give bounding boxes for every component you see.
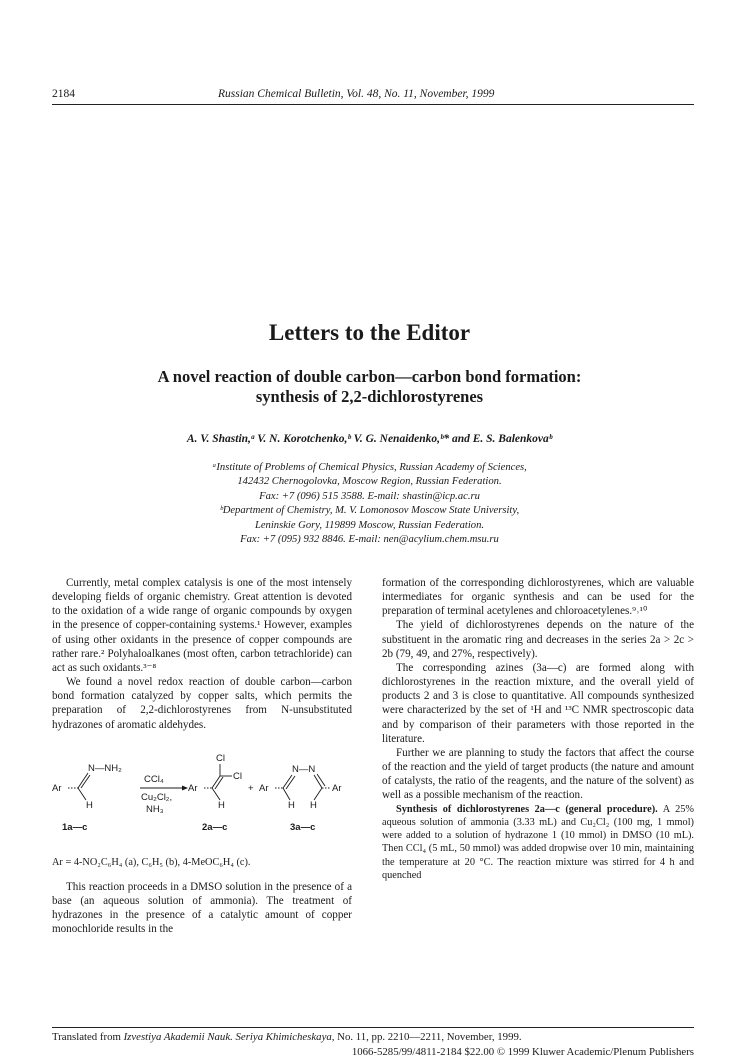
paragraph: formation of the corresponding dichlorostyrenes, which are valuable intermediates for organic synthesis and can be used for the preparation of terminal acetylenes and chloroacetylenes.⁹˒¹⁰ <box>382 577 694 618</box>
plus-sign: + <box>248 782 254 794</box>
paragraph: Further we are planning to study the factors that affect the course of the reaction and the yield of target products (the nature and amount of catalysts, the ratio of the reagents, and the nature of the solvent) as well as a possible mechanism of the reaction. <box>382 746 694 802</box>
ar-label: Ar <box>188 782 198 794</box>
reaction-scheme <box>52 742 352 854</box>
paragraph: This reaction proceeds in a DMSO solution in the presence of a base (an aqueous solution of ammonia). The treatment of hydrazones in the presence of a catalytic amount of copper monochloride results in the <box>52 880 352 936</box>
cl-label: Cl <box>233 770 242 782</box>
translation-source: Izvestiya Akademii Nauk. Seriya Khimicheskaya, <box>123 1031 335 1043</box>
h-label: H <box>218 799 225 811</box>
h-label: H <box>310 799 317 811</box>
paragraph: The corresponding azines (3a—c) are formed along with dichlorostyrenes in the reaction mixture, and the overall yield of products 2 and 3 is close to quantitative. All compounds synthesized were characterized by the set of ¹H and ¹³C NMR spectroscopic data and by comparison of their parameters with those reported in the literature. <box>382 661 694 745</box>
paragraph: Currently, metal complex catalysis is one of the most intensely developing fields of organic chemistry. Great attention is devoted to the oxidation of a wide range of organic compounds by oxygen in the presence of copper-containing systems.¹ However, examples of using other oxidants in the presence of copper compounds are rather rare.² Polyhaloalkanes (most often, carbon tetrachloride) can act as such oxidants.³⁻⁸ <box>52 577 352 674</box>
author-list: A. V. Shastin,ᵃ V. N. Korotchenko,ᵇ V. G. Nenaidenko,ᵇ* and E. S. Balenkovaᵇ <box>186 433 553 445</box>
running-header <box>52 88 694 105</box>
translation-note <box>52 1031 694 1043</box>
ar-label: Ar <box>259 782 269 794</box>
affiliation-line: 142432 Chernogolovka, Moscow Region, Russian Federation. <box>237 476 502 488</box>
section-title: Letters to the Editor <box>268 320 471 345</box>
page-number: 2184 <box>52 88 75 100</box>
paragraph: We found a novel redox reaction of double carbon—carbon bond formation catalyzed by copper salts, which permits the preparation of 2,2-dichlorostyrenes from N-unsubstituted hydrazones of aromatic aldehydes. <box>52 676 352 731</box>
procedure-paragraph <box>382 803 694 883</box>
ar-label: Ar <box>332 782 342 794</box>
compound-label-1: 1a—c <box>62 821 88 833</box>
procedure-text: A 25% aqueous solution of ammonia (3.33 mL) and Cu₂Cl₂ (100 mg, 1 mmol) were added to a solution of hydrazone 1 (10 mmol) in DMSO (10 mL). Then CCl₄ (5 mL, 50 mmol) was added dropwise over 10 min, maintaining the temperature at 20 °C. The reaction mixture was stirred for 4 h and quenched <box>382 803 694 881</box>
bond <box>317 774 325 786</box>
affiliations <box>0 461 739 547</box>
compound-label-2: 2a—c <box>202 821 228 833</box>
bond <box>212 788 220 800</box>
copyright-line: 1066-5285/99/4811-2184 $22.00 © 1999 Kluwer Academic/Plenum Publishers <box>351 1046 694 1058</box>
bond <box>215 777 223 789</box>
bond <box>283 788 290 800</box>
h-label: H <box>86 799 93 811</box>
affiliation-line: ᵃInstitute of Problems of Chemical Physics, Russian Academy of Sciences, <box>212 462 527 473</box>
bond <box>78 788 86 800</box>
footer <box>52 1027 694 1058</box>
compound-label-3: 3a—c <box>290 821 316 833</box>
reagent-nh3: NH₃ <box>146 803 164 815</box>
paragraph: The yield of dichlorostyrenes depends on the nature of the substituent in the aromatic ring and decreases in the series 2a > 2c > 2b (79, 49, and 27%, respectively). <box>382 619 694 660</box>
affiliation-line: Fax: +7 (095) 932 8846. E-mail: nen@acylium.chem.msu.ru <box>240 534 499 546</box>
bond <box>212 776 220 788</box>
hydrazone-group: N—NH₂ <box>88 762 122 774</box>
journal-citation: Russian Chemical Bulletin, Vol. 48, No. 11, November, 1999 <box>218 88 495 100</box>
left-column <box>52 576 352 937</box>
affiliation-line: Leninskie Gory, 119899 Moscow, Russian Federation. <box>254 519 485 531</box>
azine-group: N—N <box>292 763 316 775</box>
translation-suffix: No. 11, pp. 2210—2211, November, 1999. <box>334 1031 522 1043</box>
h-label: H <box>288 799 295 811</box>
affiliation-line: Fax: +7 (096) 515 3588. E-mail: shastin@icp.ac.ru <box>259 490 480 502</box>
bond <box>314 775 322 788</box>
article-title-line-1: A novel reaction of double carbon—carbon bond formation: <box>157 367 582 386</box>
reaction-scheme-drawing <box>52 742 352 854</box>
article-title-line-2: synthesis of 2,2-dichlorostyrenes <box>255 387 484 406</box>
article-title <box>0 367 739 407</box>
reagent-cu2cl2: Cu₂Cl₂, <box>141 791 173 803</box>
affiliation-line: ᵇDepartment of Chemistry, M. V. Lomonosov Moscow State University, <box>219 505 520 517</box>
right-column <box>382 576 694 882</box>
translation-prefix: Translated from <box>52 1031 124 1043</box>
cl-label: Cl <box>216 752 225 764</box>
ar-definition: Ar = 4-NO₂C₆H₄ (a), C₆H₅ (b), 4-MeOC₆H₄ (c). <box>52 856 251 868</box>
bond <box>314 788 322 800</box>
procedure-heading: Synthesis of dichlorostyrenes 2a—c (general procedure). <box>396 803 658 815</box>
reagent-ccl4: CCl₄ <box>144 773 164 785</box>
ar-label: Ar <box>52 782 62 794</box>
